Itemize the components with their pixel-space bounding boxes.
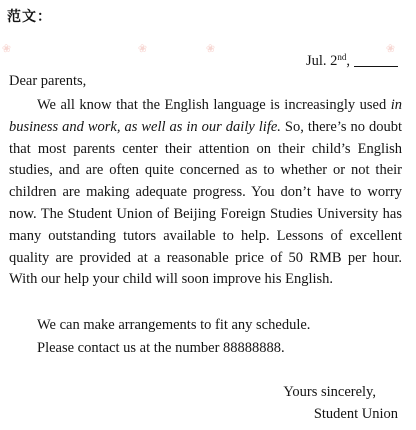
body-text-part-1: We all know that the English language is increasingly used [37,97,391,113]
watermark-logo: ❀ [137,41,149,56]
body-text-part-2: So, there’s no doubt that most parents center their attention on their child’s English studies, and are often quite concerned as to whether or not their children are making adequate progress. You don’t have to worry now. The Student Union of Beijing Foreign Studies University has many outstanding tutors available to help. Lessons of excellent quality are provided at a reasonable price of 50 RMB per hour. With our help your child will soon improve his English. [9,118,402,288]
body-text-italic: in business and work, as well as in our daily life. [9,97,402,135]
salutation: Dear parents, [9,73,87,89]
date-comma: , [346,53,350,69]
date-ordinal-suffix: nd [337,52,347,62]
body-paragraph [9,95,402,291]
date-text: Jul. 2 [305,53,338,69]
signature: Student Union [313,406,398,422]
schedule-line: We can make arrangements to fit any schedule. [37,317,311,333]
watermark-logo: ❀ [385,41,397,56]
contact-line: Please contact us at the number 88888888. [37,340,285,356]
watermark-logo: ❀ [205,41,217,56]
sample-essay-heading: 范文： [7,9,52,25]
closing: Yours sincerely, [283,384,376,400]
date-line [306,52,398,70]
watermark-logo: ❀ [1,41,13,56]
date-blank-line [354,52,398,67]
